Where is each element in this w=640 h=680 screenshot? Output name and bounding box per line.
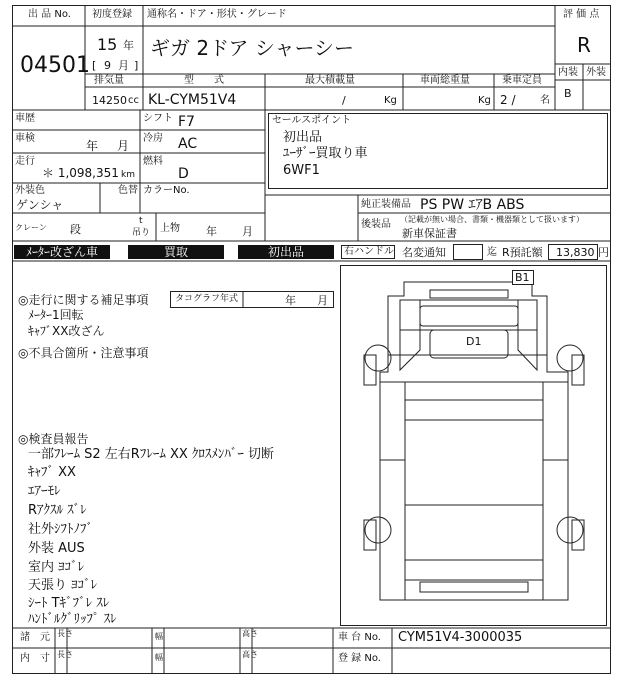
equipment-value: PS PW ｴｱB ABS: [420, 197, 525, 213]
reg-year-unit: 年: [123, 39, 134, 52]
dims-height-label: 高さ: [242, 629, 258, 638]
truck-diagram: [341, 266, 607, 626]
inspector-line: ｴｱｰﾓﾚ: [28, 484, 61, 499]
inspector-line: ﾊﾝﾄﾞﾙｸﾞﾘｯﾌﾟ ｽﾚ: [28, 612, 117, 627]
defect-remarks-title: ◎不具合箇所・注意事項: [18, 346, 149, 360]
color-no-label: カラーNo.: [143, 185, 190, 196]
recycle-deposit-value: 13,830: [556, 246, 595, 259]
gross-weight-label: 車両総重量: [420, 75, 470, 86]
displacement-label: 排気量: [94, 75, 124, 86]
car-name: ギガ 2ドア シャーシー: [150, 36, 355, 60]
dims-length-label: 長さ: [57, 629, 73, 638]
exterior-label: 外装: [586, 67, 606, 78]
capacity-unit: 名: [540, 95, 550, 106]
ac-value: AC: [178, 136, 198, 152]
right-handle-label: 右ハンドル: [344, 246, 394, 257]
tachograph-label: タコグラフ年式: [175, 294, 239, 304]
fuel-value: D: [178, 166, 189, 182]
aftermarket-note: （記載が無い場合、書類・機器類として扱います）: [400, 215, 584, 224]
mileage-unit: km: [121, 170, 135, 180]
inspector-line: Rｱｸｽﾙ ｽﾞﾚ: [28, 503, 87, 518]
displacement-value: 14250: [92, 94, 127, 107]
lot-no-label: 出 品 No.: [28, 9, 71, 20]
interior-dims-label: 内 寸: [20, 653, 50, 664]
damage-mark-b1: B1: [515, 271, 530, 284]
inspection-label: 車検: [15, 133, 35, 144]
equipment-label: 純正装備品: [361, 199, 411, 210]
recycle-deposit-label: R預託額: [502, 246, 543, 259]
inspection-month-unit: 月: [117, 139, 130, 153]
interior-grade: B: [564, 87, 572, 100]
reg-month-open: [: [92, 59, 97, 72]
chassis-value: CYM51V4-3000035: [398, 630, 523, 645]
sales-point-label: セールスポイント: [272, 115, 352, 126]
lot-number: 04501: [20, 53, 90, 78]
purchase-badge: 買取: [128, 245, 224, 259]
upper-year-unit: 年: [206, 225, 217, 238]
deadline-label: 迄: [487, 247, 497, 258]
inspector-line: 一部ﾌﾚｰﾑ S2 左右Rﾌﾚｰﾑ XX ｸﾛｽﾒﾝﾊﾞｰ 切断: [28, 447, 275, 462]
mileage-value: ＊ 1,098,351: [42, 166, 119, 180]
registration-label: 登 録 No.: [338, 653, 381, 664]
ac-label: 冷房: [143, 133, 163, 144]
interior-width-label: 幅: [155, 653, 163, 662]
inspector-line: ｼｰﾄ Tｷﾞﾌﾞﾚ ｽﾚ: [28, 596, 110, 611]
reg-month: 9: [104, 59, 111, 72]
sales-point-line: 6WF1: [283, 163, 320, 178]
aftermarket-label: 後装品: [361, 219, 391, 230]
history-label: 車歴: [15, 113, 35, 124]
sales-point-line: 初出品: [283, 130, 323, 145]
shift-label: シフト: [143, 113, 173, 124]
dims-width-label: 幅: [155, 632, 163, 641]
color-label: 外装色: [15, 185, 45, 196]
cc-unit: cc: [128, 95, 139, 106]
inspector-line: 室内 ﾖｺﾞﾚ: [28, 560, 85, 575]
crane-ton: t: [139, 216, 143, 226]
running-remark-line: ﾒｰﾀｰ1回転: [28, 308, 84, 322]
damage-mark-d1: D1: [466, 335, 482, 348]
tacho-year-unit: 年: [285, 294, 296, 307]
crane-stage: 段: [70, 223, 81, 236]
inspector-line: 天張り ﾖｺﾞﾚ: [28, 578, 98, 593]
crane-lift: 吊り: [132, 228, 151, 238]
interior-height-label: 高さ: [242, 650, 258, 659]
name-label: 通称名・ドア・形状・グレード: [147, 9, 287, 20]
name-change-label: 名変通知: [402, 246, 446, 259]
upper-label: 上物: [160, 223, 180, 234]
yen-unit: 円: [598, 246, 609, 259]
reg-year: 15: [97, 35, 118, 54]
interior-label: 内装: [558, 67, 578, 78]
color-value: ゲンシャ: [16, 198, 64, 212]
gross-kg: Kg: [478, 95, 491, 106]
capacity-value: 2 /: [500, 93, 516, 107]
chassis-label: 車 台 No.: [338, 632, 381, 643]
inspector-line: 外装 AUS: [28, 541, 85, 556]
color-change-label: 色替: [118, 185, 138, 196]
reg-month-unit: 月: [118, 59, 129, 72]
crane-label: クレーン: [15, 223, 47, 232]
model-value: KL-CYM51V4: [148, 92, 237, 108]
capacity-label: 乗車定員: [502, 75, 542, 86]
reg-month-close: ]: [134, 59, 139, 72]
meter-tamper-badge: ﾒｰﾀｰ改ざん車: [14, 245, 110, 259]
load-kg: Kg: [384, 95, 397, 106]
name-change-box: [453, 244, 483, 260]
running-remarks-title: ◎走行に関する補足事項: [18, 293, 149, 307]
aftermarket-value: 新車保証書: [402, 227, 457, 240]
first-reg-label: 初度登録: [92, 9, 132, 20]
inspector-line: ｷｬﾌﾞ XX: [28, 465, 76, 480]
upper-month-unit: 月: [242, 225, 253, 238]
fuel-label: 燃料: [143, 156, 163, 167]
overall-grade: R: [577, 33, 591, 57]
first-listing-badge: 初出品: [238, 245, 334, 259]
tacho-month-unit: 月: [317, 294, 328, 307]
load-slash: /: [342, 94, 346, 107]
inspector-line: 社外ｼﾌﾄﾉﾌﾞ: [28, 522, 94, 537]
shift-value: F7: [178, 114, 195, 130]
inspection-year-unit: 年: [86, 139, 99, 153]
dims-label: 諸 元: [20, 632, 50, 643]
mileage-label: 走行: [15, 156, 35, 167]
inspector-report-title: ◎検査員報告: [18, 432, 89, 446]
running-remark-line: ｷｬﾌﾞXX改ざん: [28, 324, 105, 338]
max-load-label: 最大積載量: [305, 75, 355, 86]
model-label: 型 式: [184, 75, 224, 86]
sales-point-line: ﾕｰｻﾞｰ買取り車: [283, 146, 368, 161]
grade-label: 評 価 点: [563, 9, 600, 20]
interior-length-label: 長さ: [57, 650, 73, 659]
